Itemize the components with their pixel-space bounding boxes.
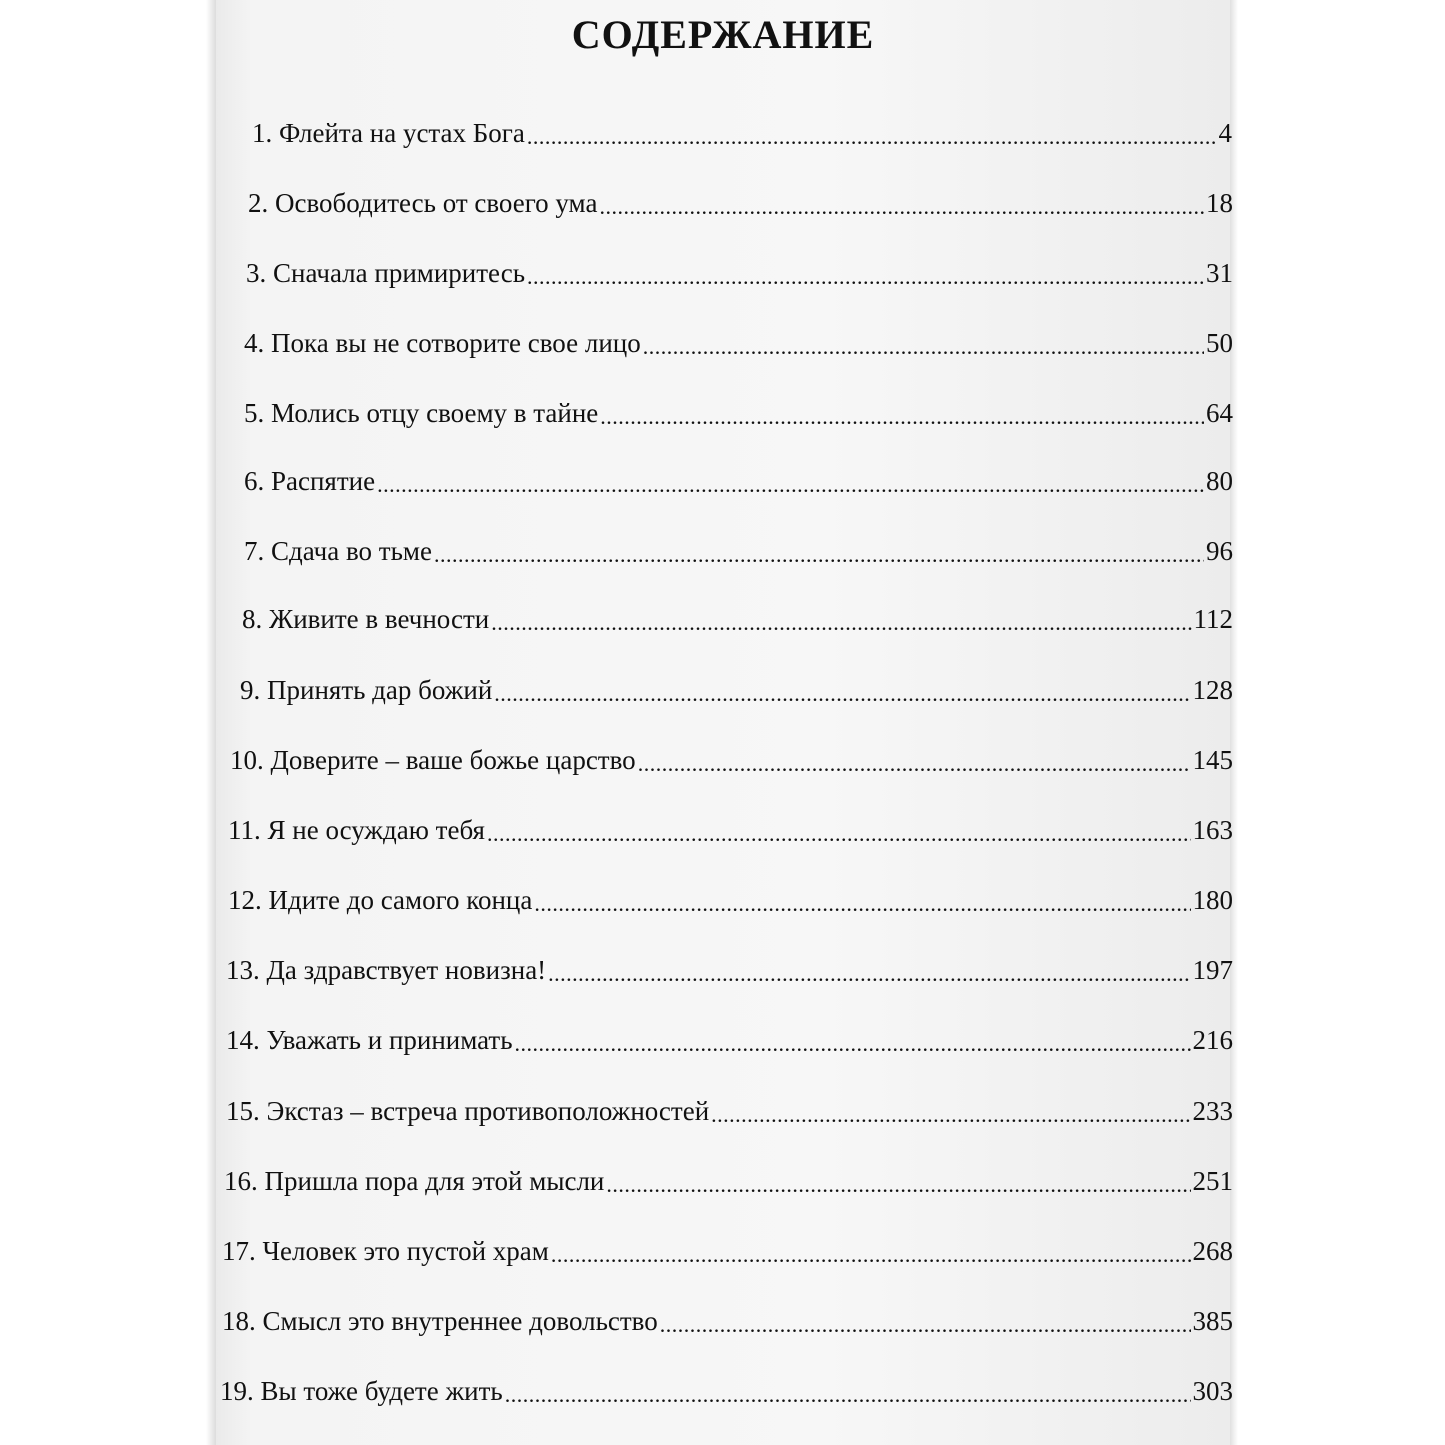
toc-leader-dots: [527, 118, 1217, 146]
toc-entry-label: 14. Уважать и принимать: [226, 1025, 513, 1055]
toc-entry-page: 18: [1206, 188, 1233, 218]
toc-leader-dots: [599, 188, 1204, 216]
toc-leader-dots: [434, 536, 1204, 564]
toc-entry-page: 64: [1206, 398, 1233, 428]
toc-leader-dots: [487, 815, 1191, 843]
toc-leader-dots: [600, 398, 1204, 426]
toc-leader-dots: [505, 1376, 1191, 1404]
toc-entry-page: 233: [1192, 1096, 1233, 1126]
toc-entry: [246, 256, 1233, 290]
toc-entry-label: 9. Принять дар божий: [240, 675, 493, 705]
toc-leader-dots: [494, 675, 1190, 703]
toc-entry-label: 12. Идите до самого конца: [228, 885, 533, 915]
toc-entry-label: 4. Пока вы не сотворите свое лицо: [244, 328, 641, 358]
toc-entry: [226, 953, 1233, 987]
toc-entry-page: 197: [1192, 955, 1233, 985]
toc-entry-label: 11. Я не осуждаю тебя: [228, 815, 485, 845]
toc-leader-dots: [491, 604, 1191, 632]
toc-entry-label: 1. Флейта на устах Бога: [252, 118, 525, 148]
toc-entry-page: 268: [1192, 1236, 1233, 1266]
toc-entry-label: 15. Экстаз – встреча противоположностей: [226, 1096, 710, 1126]
toc-leader-dots: [534, 885, 1190, 913]
toc-entry: [228, 883, 1233, 917]
toc-entry-label: 7. Сдача во тьме: [244, 536, 432, 566]
toc-entry: [244, 396, 1233, 430]
toc-entry-page: 112: [1193, 604, 1233, 634]
toc-entry-page: 163: [1192, 815, 1233, 845]
toc-leader-dots: [606, 1166, 1190, 1194]
toc-leader-dots: [548, 955, 1190, 983]
toc-entry-label: 19. Вы тоже будете жить: [220, 1376, 503, 1406]
toc-entry-page: 80: [1206, 466, 1233, 496]
toc-entry-page: 303: [1192, 1376, 1233, 1406]
toc-entry: [228, 813, 1233, 847]
toc-entry-page: 31: [1206, 258, 1233, 288]
toc-leader-dots: [551, 1236, 1191, 1264]
toc-entry-label: 3. Сначала примиритесь: [246, 258, 526, 288]
toc-entry: [222, 1234, 1233, 1268]
toc-entry-label: 18. Смысл это внутреннее довольство: [222, 1306, 658, 1336]
toc-entry-page: 128: [1192, 675, 1233, 705]
toc-entry-page: 4: [1218, 118, 1232, 148]
page-title: СОДЕРЖАНИЕ: [571, 12, 875, 57]
toc-leader-dots: [643, 328, 1204, 356]
toc-entry: [226, 1023, 1233, 1057]
toc-entry-page: 180: [1192, 885, 1233, 915]
toc-entry-page: 145: [1192, 745, 1233, 775]
toc-entry-label: 17. Человек это пустой храм: [222, 1236, 549, 1266]
toc-entry: [252, 116, 1232, 150]
toc-entry: [244, 464, 1233, 498]
toc-entry-page: 50: [1206, 328, 1233, 358]
toc-entry: [248, 186, 1233, 220]
toc-entry: [224, 1164, 1233, 1198]
toc-leader-dots: [638, 745, 1191, 773]
toc-leader-dots: [377, 466, 1204, 494]
toc-entry: [222, 1304, 1233, 1338]
toc-entry-label: 6. Распятие: [244, 466, 376, 496]
toc-entry-page: 216: [1192, 1025, 1233, 1055]
toc-entry-label: 16. Пришла пора для этой мысли: [224, 1166, 605, 1196]
toc-leader-dots: [711, 1096, 1190, 1124]
toc-entry-page: 385: [1192, 1306, 1233, 1336]
toc-entry-label: 13. Да здравствует новизна!: [226, 955, 547, 985]
toc-leader-dots: [660, 1306, 1191, 1334]
toc-entry: [240, 673, 1233, 707]
toc-entry-page: 251: [1192, 1166, 1233, 1196]
toc-entry-label: 5. Молись отцу своему в тайне: [244, 398, 599, 428]
toc-leader-dots: [515, 1025, 1191, 1053]
toc-entry: [230, 743, 1233, 777]
toc-entry: [244, 534, 1233, 568]
toc-entry-page: 96: [1206, 536, 1233, 566]
toc-entry: [226, 1094, 1233, 1128]
toc-entry-label: 8. Живите в вечности: [242, 604, 490, 634]
toc-entry-label: 10. Доверите – ваше божье царство: [230, 745, 636, 775]
toc-leader-dots: [527, 258, 1204, 286]
toc-entry-label: 2. Освободитесь от своего ума: [248, 188, 598, 218]
toc-entry: [220, 1374, 1233, 1408]
toc-entry: [244, 326, 1233, 360]
toc-entry: [242, 602, 1233, 636]
